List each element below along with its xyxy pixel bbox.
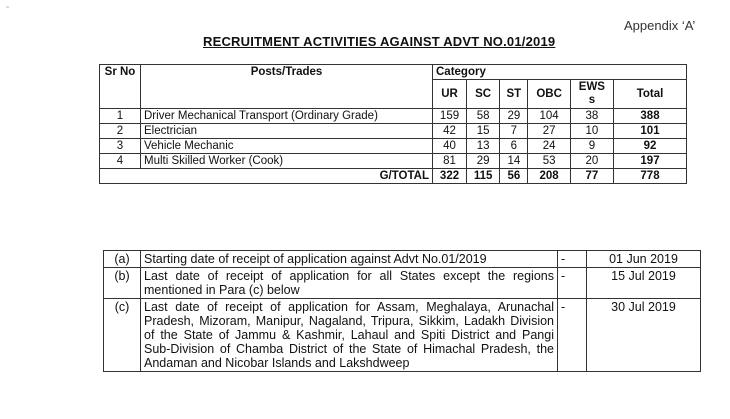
grand-total-obc: 208 [528,169,570,184]
value-cell: 38 [570,109,613,124]
table-row [104,268,701,299]
item-id: (c) [104,299,141,372]
col-header-posts: Posts/Trades [141,65,433,109]
table-row [104,251,701,268]
table-row [100,124,687,139]
grand-total-label: G/TOTAL [100,169,433,184]
grand-total-ur: 322 [433,169,467,184]
value-cell: 101 [614,124,687,139]
item-text: Last date of receipt of application for Assam, Meghalaya, Arunachal Pradesh, Mizoram, Manipur, Nagaland, Tripura, Sikkim, Ladakh Division of the State of Jammu & Kashmir, Lahaul and Spiti District and Pangi Sub-Division of Chamba District of the State of Himachal Pradesh, the Andaman and Nicobar Islands and Lakshdweep [141,299,558,372]
col-header-category: Category [433,65,687,80]
sr-no-cell: 4 [100,154,141,169]
sr-no-cell: 3 [100,139,141,154]
col-header-sr: Sr No [100,65,141,109]
grand-total-ews: 77 [570,169,613,184]
table-row [100,154,687,169]
item-dash: - [558,251,587,268]
value-cell: 40 [433,139,467,154]
table-row [100,109,687,124]
item-id: (b) [104,268,141,299]
appendix-label: Appendix ‘A’ [624,18,696,33]
item-dash: - [558,268,587,299]
value-cell: 92 [614,139,687,154]
item-text: Last date of receipt of application for all States except the regions mentioned in Para (c) below [141,268,558,299]
post-cell: Electrician [141,124,433,139]
col-header-st: ST [500,80,528,109]
value-cell: 29 [500,109,528,124]
sr-no-cell: 2 [100,124,141,139]
value-cell: 24 [528,139,570,154]
post-cell: Vehicle Mechanic [141,139,433,154]
col-header-ur: UR [433,80,467,109]
value-cell: 58 [467,109,500,124]
grand-total-row [100,169,687,184]
col-header-obc: OBC [528,80,570,109]
value-cell: 13 [467,139,500,154]
value-cell: 53 [528,154,570,169]
value-cell: 29 [467,154,500,169]
col-header-total: Total [614,80,687,109]
col-header-sc: SC [467,80,500,109]
value-cell: 20 [570,154,613,169]
corner-mark: - [6,2,10,13]
grand-total-st: 56 [500,169,528,184]
value-cell: 27 [528,124,570,139]
post-cell: Multi Skilled Worker (Cook) [141,154,433,169]
value-cell: 42 [433,124,467,139]
table-row [100,139,687,154]
item-date: 15 Jul 2019 [587,268,701,299]
value-cell: 388 [614,109,687,124]
post-cell: Driver Mechanical Transport (Ordinary Grade) [141,109,433,124]
grand-total-sc: 115 [467,169,500,184]
item-dash: - [558,299,587,372]
value-cell: 197 [614,154,687,169]
value-cell: 159 [433,109,467,124]
item-date: 30 Jul 2019 [587,299,701,372]
vacancy-table [99,64,687,184]
table-row [104,299,701,372]
value-cell: 15 [467,124,500,139]
value-cell: 10 [570,124,613,139]
value-cell: 7 [500,124,528,139]
value-cell: 6 [500,139,528,154]
page-title: RECRUITMENT ACTIVITIES AGAINST ADVT NO.01/2019 [203,34,556,49]
dates-table [103,250,701,372]
value-cell: 81 [433,154,467,169]
sr-no-cell: 1 [100,109,141,124]
item-date: 01 Jun 2019 [587,251,701,268]
value-cell: 14 [500,154,528,169]
value-cell: 104 [528,109,570,124]
col-header-ews: EWS s [570,80,613,109]
grand-total-total: 778 [614,169,687,184]
header-row [100,65,687,80]
item-text: Starting date of receipt of application against Advt No.01/2019 [141,251,558,268]
value-cell: 9 [570,139,613,154]
item-id: (a) [104,251,141,268]
